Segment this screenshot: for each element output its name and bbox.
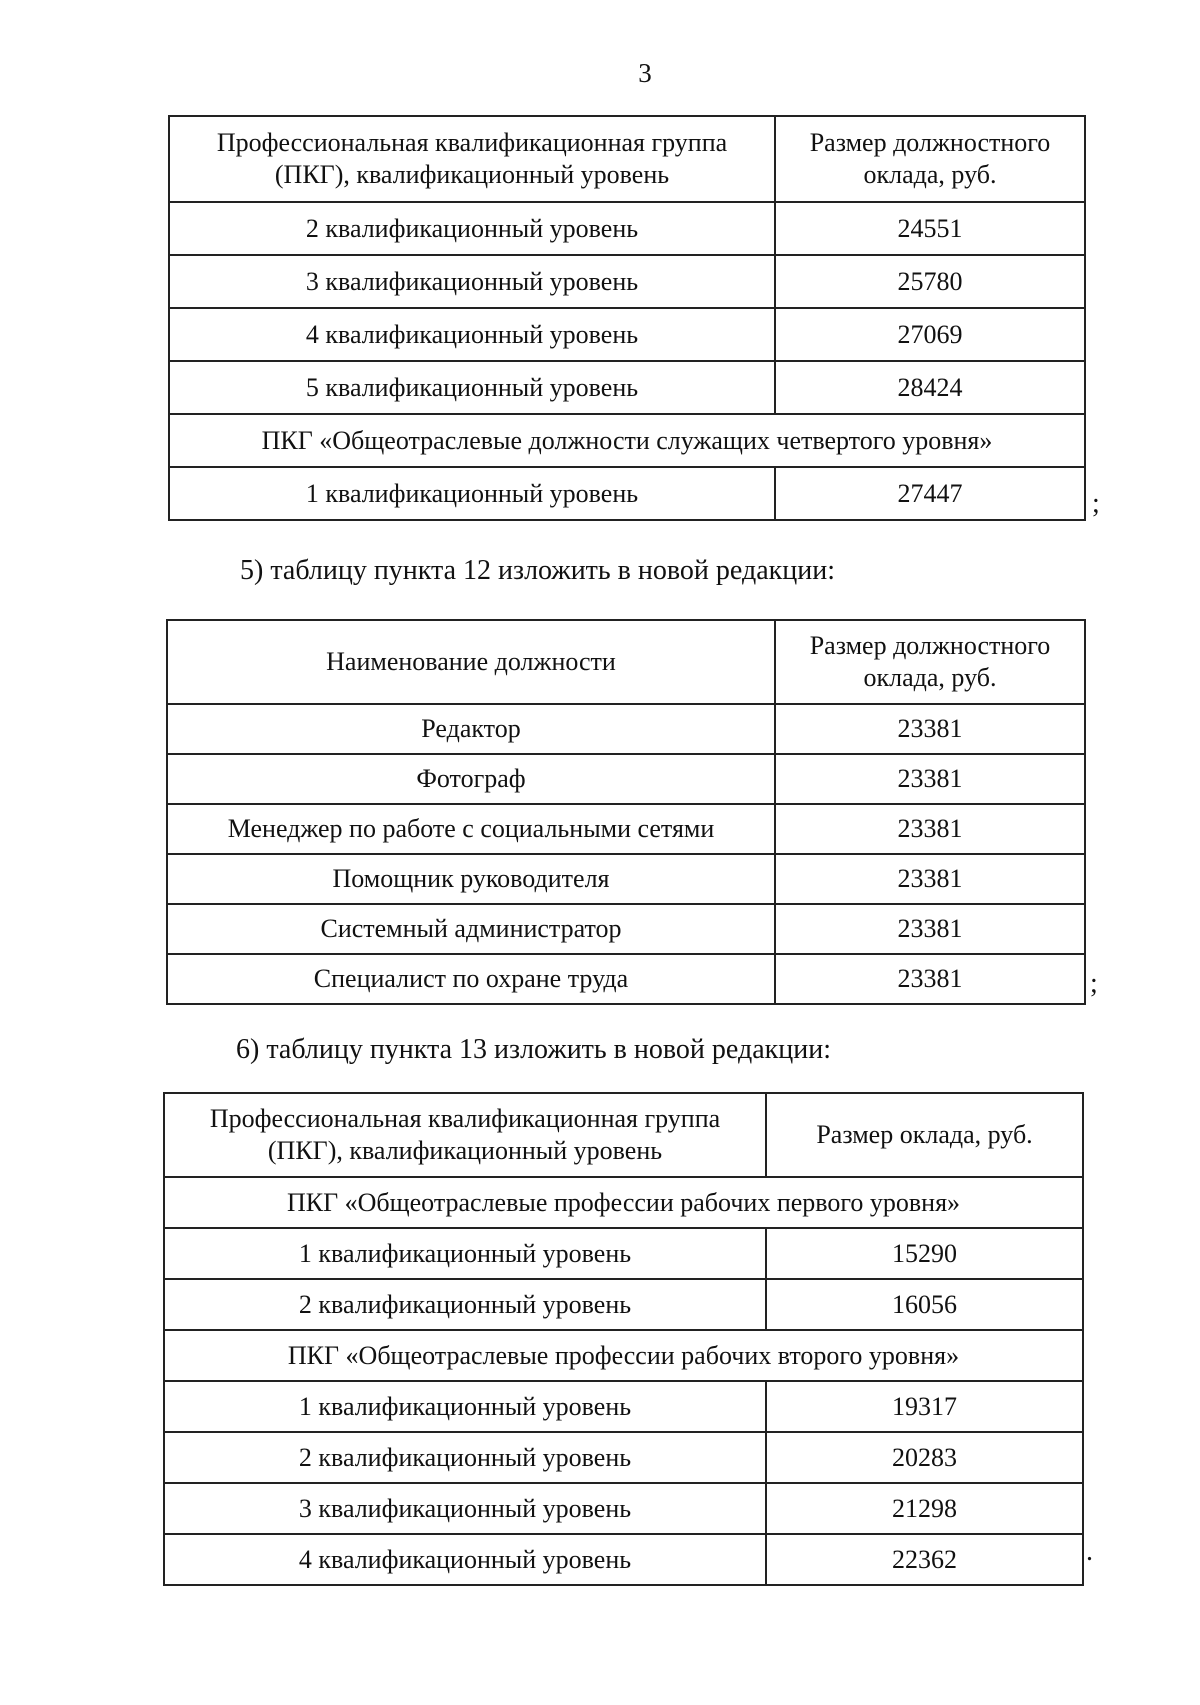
position-cell: Специалист по охране труда xyxy=(167,954,775,1004)
table-row xyxy=(164,1279,1083,1330)
header-qualification-group: Профессиональная квалификационная группа (ПКГ), квалификационный уровень xyxy=(164,1093,766,1177)
header-salary: Размер должностного оклада, руб. xyxy=(775,620,1085,704)
header-salary: Размер оклада, руб. xyxy=(766,1093,1083,1177)
page-number: 3 xyxy=(638,58,652,88)
header-salary: Размер должностного оклада, руб. xyxy=(775,116,1085,202)
salary-cell: 28424 xyxy=(775,361,1085,414)
level-cell: 1 квалификационный уровень xyxy=(164,1381,766,1432)
paragraph-5: 5) таблицу пункта 12 изложить в новой редакции: xyxy=(240,555,835,586)
level-cell: 4 квалификационный уровень xyxy=(169,308,775,361)
group-heading: ПКГ «Общеотраслевые должности служащих четвертого уровня» xyxy=(169,414,1085,467)
table-row xyxy=(164,1228,1083,1279)
level-cell: 2 квалификационный уровень xyxy=(164,1279,766,1330)
group-heading: ПКГ «Общеотраслевые профессии рабочих первого уровня» xyxy=(164,1177,1083,1228)
salary-cell: 27069 xyxy=(775,308,1085,361)
table-row xyxy=(167,754,1085,804)
salary-table-3 xyxy=(163,1092,1084,1586)
level-cell: 1 квалификационный уровень xyxy=(164,1228,766,1279)
table-header-row xyxy=(169,116,1085,202)
salary-cell: 23381 xyxy=(775,754,1085,804)
header-qualification-group: Профессиональная квалификационная группа (ПКГ), квалификационный уровень xyxy=(169,116,775,202)
salary-table-1 xyxy=(168,115,1086,521)
table-row xyxy=(169,467,1085,520)
salary-cell: 22362 xyxy=(766,1534,1083,1585)
table1-end-mark: ; xyxy=(1092,488,1100,519)
table-row xyxy=(169,255,1085,308)
position-cell: Редактор xyxy=(167,704,775,754)
level-cell: 1 квалификационный уровень xyxy=(169,467,775,520)
salary-cell: 23381 xyxy=(775,954,1085,1004)
table-header-row xyxy=(167,620,1085,704)
salary-cell: 24551 xyxy=(775,202,1085,255)
position-cell: Фотограф xyxy=(167,754,775,804)
table-header-row xyxy=(164,1093,1083,1177)
salary-cell: 20283 xyxy=(766,1432,1083,1483)
table-row xyxy=(164,1483,1083,1534)
group-row xyxy=(164,1330,1083,1381)
salary-cell: 27447 xyxy=(775,467,1085,520)
group-row xyxy=(169,414,1085,467)
salary-cell: 23381 xyxy=(775,904,1085,954)
table-row xyxy=(164,1534,1083,1585)
header-position-name: Наименование должности xyxy=(167,620,775,704)
paragraph-6: 6) таблицу пункта 13 изложить в новой редакции: xyxy=(236,1034,831,1065)
level-cell: 4 квалификационный уровень xyxy=(164,1534,766,1585)
table-row xyxy=(169,361,1085,414)
table-row xyxy=(169,308,1085,361)
salary-cell: 21298 xyxy=(766,1483,1083,1534)
group-heading: ПКГ «Общеотраслевые профессии рабочих второго уровня» xyxy=(164,1330,1083,1381)
level-cell: 2 квалификационный уровень xyxy=(169,202,775,255)
salary-cell: 16056 xyxy=(766,1279,1083,1330)
table-row xyxy=(167,904,1085,954)
position-cell: Менеджер по работе с социальными сетями xyxy=(167,804,775,854)
level-cell: 3 квалификационный уровень xyxy=(164,1483,766,1534)
table-row xyxy=(167,804,1085,854)
table-row xyxy=(169,202,1085,255)
table-row xyxy=(164,1432,1083,1483)
table-row xyxy=(164,1381,1083,1432)
salary-cell: 23381 xyxy=(775,704,1085,754)
table2-end-mark: ; xyxy=(1090,968,1098,999)
level-cell: 2 квалификационный уровень xyxy=(164,1432,766,1483)
table-row xyxy=(167,854,1085,904)
salary-cell: 25780 xyxy=(775,255,1085,308)
salary-cell: 19317 xyxy=(766,1381,1083,1432)
salary-cell: 15290 xyxy=(766,1228,1083,1279)
level-cell: 5 квалификационный уровень xyxy=(169,361,775,414)
salary-cell: 23381 xyxy=(775,854,1085,904)
table-row xyxy=(167,704,1085,754)
salary-cell: 23381 xyxy=(775,804,1085,854)
level-cell: 3 квалификационный уровень xyxy=(169,255,775,308)
position-cell: Системный администратор xyxy=(167,904,775,954)
table-row xyxy=(167,954,1085,1004)
salary-table-2 xyxy=(166,619,1086,1005)
table3-end-mark: . xyxy=(1086,1536,1093,1567)
group-row xyxy=(164,1177,1083,1228)
position-cell: Помощник руководителя xyxy=(167,854,775,904)
